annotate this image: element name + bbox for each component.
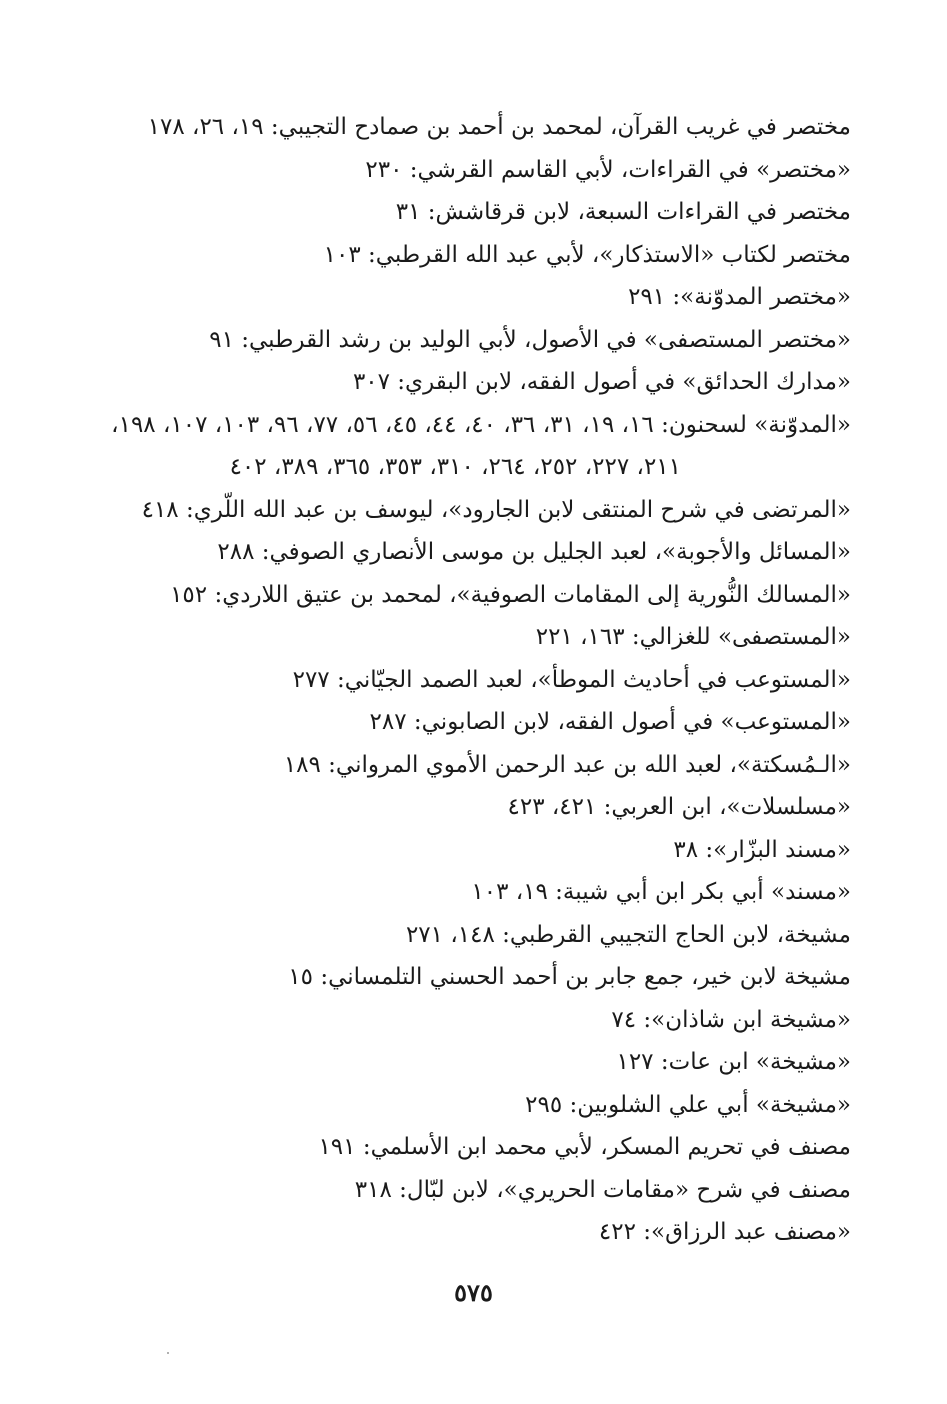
index-entry: «المسائل والأجوبة»، لعبد الجليل بن موسى الأنصاري الصوفي: ٢٨٨	[217, 539, 851, 565]
index-entry: «المستوعب في أحاديث الموطأ»، لعبد الصمد الجيّاني: ٢٧٧	[292, 666, 851, 693]
index-entry: «مشيخة» ابن عات: ١٢٧	[616, 1049, 851, 1075]
index-entry: «المرتضى في شرح المنتقى لابن الجارود»، ليوسف بن عبد الله اللّري: ٤١٨	[141, 496, 851, 523]
index-entry: «الـمُسكتة»، لعبد الله بن عبد الرحمن الأموي المرواني: ١٨٩	[283, 751, 851, 778]
index-entry: «مسند» أبي بكر ابن أبي شيبة: ١٩، ١٠٣	[471, 879, 851, 905]
index-entry: «مصنف عبد الرزاق»: ٤٢٢	[598, 1219, 851, 1245]
index-entry: مصنف في تحريم المسكر، لأبي محمد ابن الأسلمي: ١٩١	[318, 1134, 851, 1160]
index-entry: «مختصر» في القراءات، لأبي القاسم القرشي: ٢٣٠	[365, 156, 851, 183]
index-entry: «مسند البزّار»: ٣٨	[673, 836, 851, 863]
index-entry: «المدوّنة» لسحنون: ١٦، ١٩، ٣١، ٣٦، ٤٠، ٤٤، ٤٥، ٥٦، ٧٧، ٩٦، ١٠٣، ١٠٧، ١٩٨،	[111, 411, 851, 438]
index-entry: «مختصر المدوّنة»: ٢٩١	[628, 284, 851, 310]
index-entry: «المسالك النُّورية إلى المقامات الصوفية»، لمحمد بن عتيق اللاردي: ١٥٢	[170, 581, 851, 608]
index-entry: مختصر لكتاب «الاستذكار»، لأبي عبد الله القرطبي: ١٠٣	[323, 241, 851, 268]
index-entry: «مدارك الحدائق» في أصول الفقه، لابن البقري: ٣٠٧	[352, 369, 851, 395]
page-number: ٥٧٥	[454, 1278, 493, 1307]
index-entry: «مختصر المستصفى» في الأصول، لأبي الوليد بن رشد القرطبي: ٩١	[209, 326, 851, 353]
paper-speck	[167, 1352, 169, 1354]
index-entry: «المستوعب» في أصول الفقه، لابن الصابوني: ٢٨٧	[369, 709, 851, 735]
index-entry: مختصر في القراءات السبعة، لابن قرقاشش: ٣١	[395, 199, 851, 225]
index-entry: «مشيخة ابن شاذان»: ٧٤	[611, 1006, 851, 1033]
index-entry: مشيخة لابن خير، جمع جابر بن أحمد الحسني التلمساني: ١٥	[288, 964, 851, 990]
index-entry: مختصر في غريب القرآن، لمحمد بن أحمد بن صمادح التجيبي: ١٩، ٢٦، ١٧٨	[147, 114, 851, 140]
index-entry: مشيخة، لابن الحاج التجيبي القرطبي: ١٤٨، ٢٧١	[405, 921, 851, 948]
index-entry: مصنف في شرح «مقامات الحريري»، لابن لبّال: ٣١٨	[354, 1176, 851, 1203]
index-entry: «مشيخة» أبي علي الشلوبين: ٢٩٥	[525, 1091, 851, 1118]
index-entry-list	[51, 106, 851, 1254]
index-entry-continuation: ٢١١، ٢٢٧، ٢٥٢، ٢٦٤، ٣١٠، ٣٥٣، ٣٦٥، ٣٨٩، ٤٠٢	[229, 454, 681, 480]
index-entry: «مسلسلات»، ابن العربي: ٤٢١، ٤٢٣	[507, 794, 851, 820]
index-entry: «المستصفى» للغزالي: ١٦٣، ٢٢١	[535, 624, 851, 650]
